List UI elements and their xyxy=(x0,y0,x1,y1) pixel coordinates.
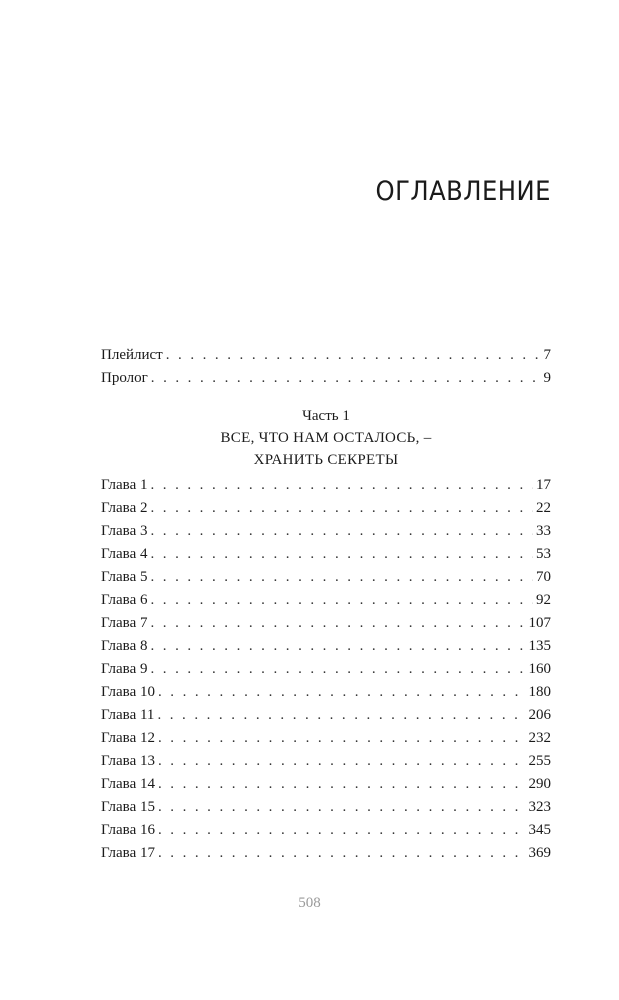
toc-entry-page: 160 xyxy=(528,661,551,677)
toc-entry xyxy=(101,497,551,520)
toc-entry-label: Глава 13 xyxy=(101,753,155,769)
toc-entry xyxy=(101,589,551,612)
chapter-list xyxy=(101,474,551,865)
toc-entry-page: 135 xyxy=(528,638,551,654)
toc-entry-label: Глава 16 xyxy=(101,822,155,838)
toc-entry xyxy=(101,344,551,367)
toc-entry-label: Глава 12 xyxy=(101,730,155,746)
dot-leader xyxy=(158,796,526,819)
toc-entry-page: 345 xyxy=(528,822,551,838)
toc-entry-page: 290 xyxy=(528,776,551,792)
dot-leader xyxy=(150,543,533,566)
dot-leader xyxy=(150,520,533,543)
part-title-line-1: ВСЕ, ЧТО НАМ ОСТАЛОСЬ, – xyxy=(220,430,432,446)
toc-entry-label: Глава 10 xyxy=(101,684,155,700)
toc-entry-label: Глава 14 xyxy=(101,776,155,792)
dot-leader xyxy=(158,727,526,750)
toc-entry xyxy=(101,750,551,773)
toc-entry-page: 107 xyxy=(528,615,551,631)
table-of-contents xyxy=(101,344,551,865)
part-title-line-2: ХРАНИТЬ СЕКРЕТЫ xyxy=(253,452,399,468)
dot-leader xyxy=(158,773,526,796)
dot-leader xyxy=(151,367,541,390)
dot-leader xyxy=(150,497,533,520)
dot-leader xyxy=(150,566,533,589)
dot-leader xyxy=(158,819,526,842)
toc-entry xyxy=(101,796,551,819)
toc-entry-label: Глава 11 xyxy=(101,707,155,723)
toc-entry-page: 70 xyxy=(536,569,551,585)
toc-entry-label: Глава 15 xyxy=(101,799,155,815)
toc-entry xyxy=(101,727,551,750)
toc-entry-page: 9 xyxy=(543,370,551,386)
toc-entry xyxy=(101,681,551,704)
dot-leader xyxy=(158,750,526,773)
toc-entry-page: 369 xyxy=(528,845,551,861)
toc-entry-label: Глава 4 xyxy=(101,546,148,562)
page-title: ОГЛАВЛЕНИЕ xyxy=(375,176,551,207)
toc-entry xyxy=(101,543,551,566)
toc-entry-page: 7 xyxy=(543,347,551,363)
dot-leader xyxy=(166,344,541,367)
dot-leader xyxy=(150,612,525,635)
toc-entry-page: 33 xyxy=(536,523,551,539)
toc-entry-label: Глава 5 xyxy=(101,569,148,585)
toc-entry-page: 323 xyxy=(528,799,551,815)
toc-entry-label: Глава 3 xyxy=(101,523,148,539)
toc-entry-page: 232 xyxy=(528,730,551,746)
toc-entry xyxy=(101,474,551,497)
toc-entry-label: Глава 2 xyxy=(101,500,148,516)
dot-leader xyxy=(158,681,526,704)
dot-leader xyxy=(158,842,526,865)
toc-entry-label: Глава 6 xyxy=(101,592,148,608)
toc-entry-label: Глава 9 xyxy=(101,661,148,677)
page-number: 508 xyxy=(298,895,321,911)
toc-entry xyxy=(101,612,551,635)
dot-leader xyxy=(150,658,525,681)
toc-entry-page: 17 xyxy=(536,477,551,493)
dot-leader xyxy=(150,474,533,497)
dot-leader xyxy=(157,704,525,727)
toc-entry xyxy=(101,704,551,727)
toc-entry xyxy=(101,658,551,681)
toc-entry xyxy=(101,773,551,796)
toc-entry-label: Глава 7 xyxy=(101,615,148,631)
dot-leader xyxy=(150,589,533,612)
toc-entry-label: Плейлист xyxy=(101,347,163,363)
toc-entry xyxy=(101,819,551,842)
toc-entry xyxy=(101,520,551,543)
toc-entry xyxy=(101,367,551,390)
toc-entry xyxy=(101,842,551,865)
part-heading xyxy=(101,405,551,471)
dot-leader xyxy=(150,635,525,658)
front-matter-list xyxy=(101,344,551,390)
toc-entry-label: Пролог xyxy=(101,370,148,386)
toc-entry xyxy=(101,635,551,658)
toc-entry-label: Глава 1 xyxy=(101,477,148,493)
toc-entry-page: 53 xyxy=(536,546,551,562)
toc-entry-page: 206 xyxy=(528,707,551,723)
toc-entry-page: 22 xyxy=(536,500,551,516)
part-number: Часть 1 xyxy=(302,408,350,424)
toc-entry xyxy=(101,566,551,589)
toc-entry-page: 180 xyxy=(528,684,551,700)
toc-entry-label: Глава 17 xyxy=(101,845,155,861)
toc-entry-page: 255 xyxy=(528,753,551,769)
toc-entry-label: Глава 8 xyxy=(101,638,148,654)
toc-entry-page: 92 xyxy=(536,592,551,608)
